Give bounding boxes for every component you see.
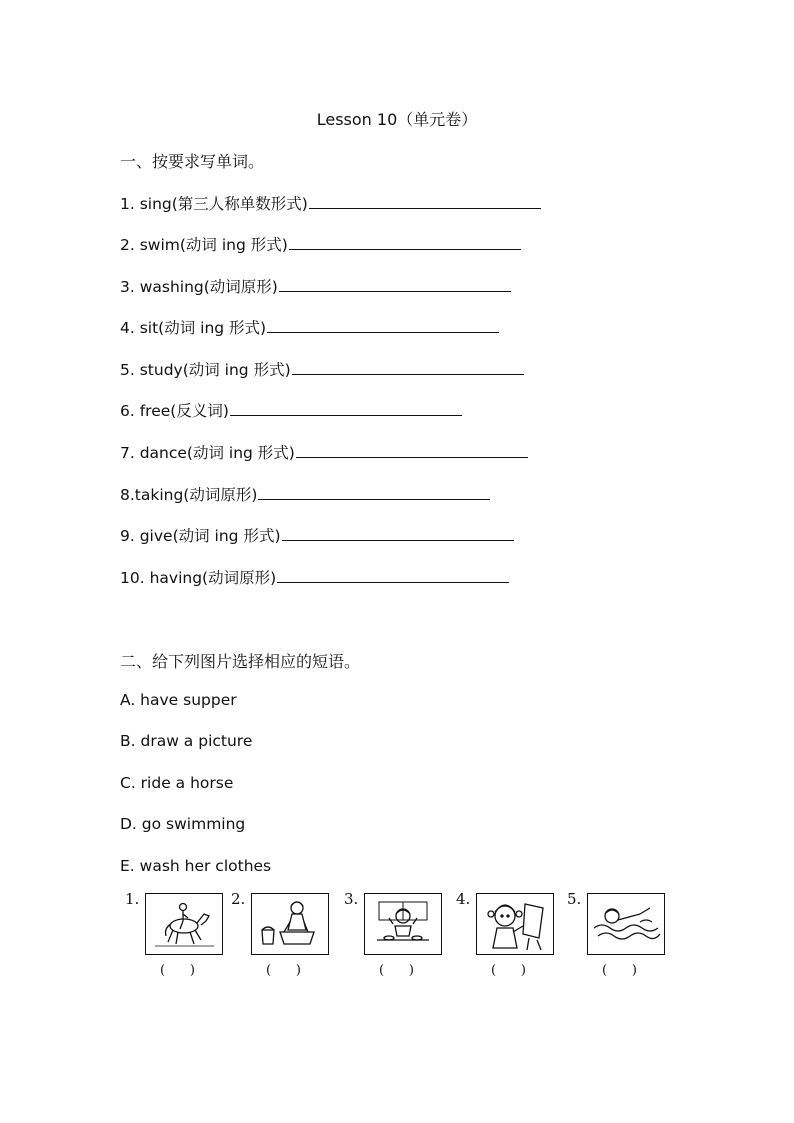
eating-supper-icon	[364, 893, 442, 955]
answer-blank[interactable]	[279, 277, 511, 292]
question-6	[120, 399, 462, 421]
swimming-icon	[587, 893, 665, 955]
answer-blank[interactable]	[258, 485, 490, 500]
answer-blank[interactable]	[296, 443, 528, 458]
option-e: E. wash her clothes	[120, 857, 272, 875]
question-7	[120, 441, 528, 463]
painting-easel-icon	[476, 893, 554, 955]
answer-blank[interactable]	[282, 526, 514, 541]
page-title: Lesson 10（单元卷）	[316, 110, 478, 129]
question-2	[120, 233, 521, 255]
answer-blank[interactable]	[309, 194, 541, 209]
picture-number: 5.	[567, 890, 582, 908]
horse-rider-icon	[145, 893, 223, 955]
answer-paren[interactable]: ( )	[602, 963, 637, 978]
option-b: B. draw a picture	[120, 732, 253, 750]
question-10	[120, 566, 509, 588]
question-4	[120, 316, 499, 338]
section-1-heading: 一、按要求写单词。	[120, 152, 265, 171]
picture-number: 3.	[344, 890, 359, 908]
option-a: A. have supper	[120, 691, 237, 709]
question-text: 8.taking(动词原形)	[120, 486, 258, 504]
question-text: 5. study(动词 ing 形式)	[120, 361, 291, 379]
question-text: 4. sit(动词 ing 形式)	[120, 319, 267, 337]
question-text: 3. washing(动词原形)	[120, 278, 278, 296]
answer-blank[interactable]	[277, 568, 509, 583]
washing-clothes-icon	[251, 893, 329, 955]
question-1	[120, 192, 541, 214]
section-2-heading: 二、给下列图片选择相应的短语。	[120, 652, 361, 671]
question-5	[120, 358, 524, 380]
answer-blank[interactable]	[289, 235, 521, 250]
option-d: D. go swimming	[120, 815, 246, 833]
question-8	[120, 483, 490, 505]
question-9	[120, 524, 514, 546]
answer-paren[interactable]: ( )	[379, 963, 414, 978]
answer-paren[interactable]: ( )	[491, 963, 526, 978]
question-text: 7. dance(动词 ing 形式)	[120, 444, 295, 462]
picture-number: 1.	[125, 890, 140, 908]
option-c: C. ride a horse	[120, 774, 234, 792]
picture-number: 4.	[456, 890, 471, 908]
question-3	[120, 275, 511, 297]
answer-paren[interactable]: ( )	[266, 963, 301, 978]
question-text: 2. swim(动词 ing 形式)	[120, 236, 288, 254]
answer-paren[interactable]: ( )	[160, 963, 195, 978]
question-text: 9. give(动词 ing 形式)	[120, 527, 281, 545]
answer-blank[interactable]	[292, 360, 524, 375]
question-text: 1. sing(第三人称单数形式)	[120, 195, 308, 213]
question-text: 6. free(反义词)	[120, 402, 229, 420]
answer-blank[interactable]	[267, 318, 499, 333]
picture-number: 2.	[231, 890, 246, 908]
question-text: 10. having(动词原形)	[120, 569, 277, 587]
answer-blank[interactable]	[230, 401, 462, 416]
